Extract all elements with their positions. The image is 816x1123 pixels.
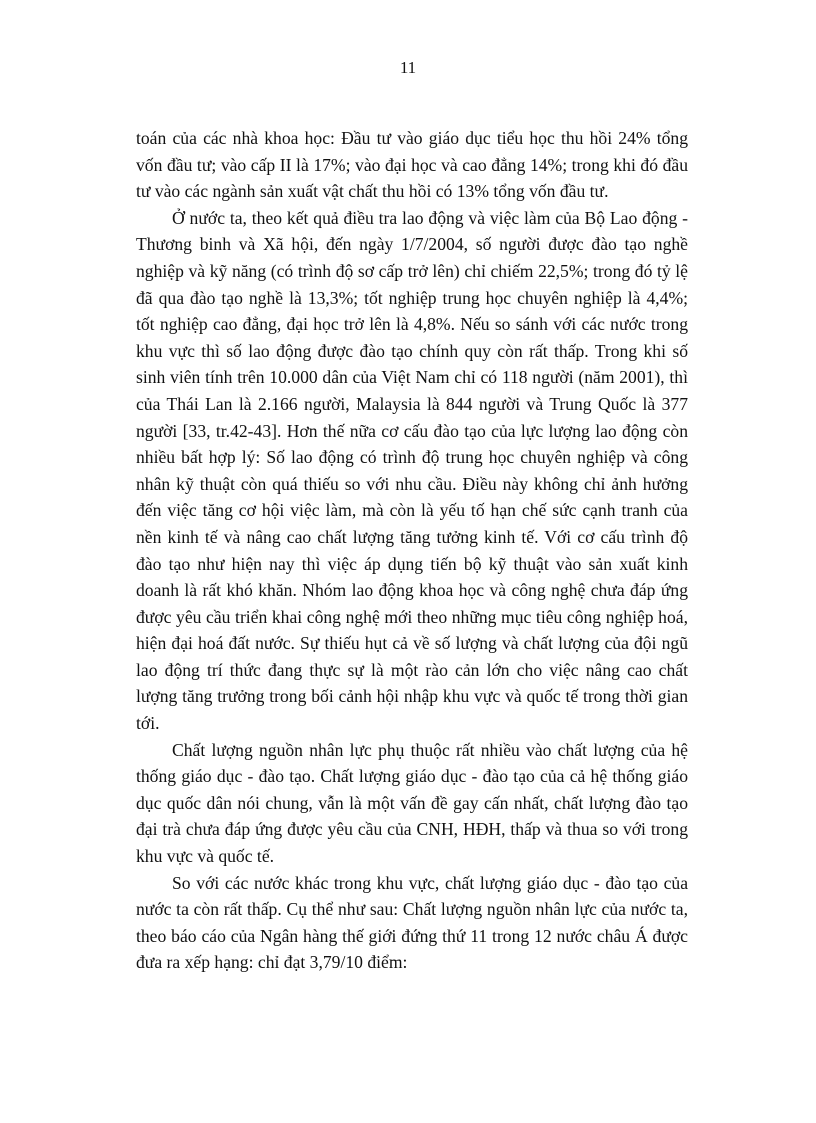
page-number: 11 (399, 58, 417, 77)
paragraph-labor-survey: Ở nước ta, theo kết quả điều tra lao động và việc làm của Bộ Lao động - Thương binh và Xã hội, đến ngày 1/7/2004, số người được đào tạo nghề nghiệp và kỹ năng (có trình độ sơ cấp trở lên) chỉ chiếm 22,5%; trong đó tỷ lệ đã qua đào tạo nghề là 13,3%; tốt nghiệp trung học chuyên nghiệp là 4,4%; tốt nghiệp cao đẳng, đại học trở lên là 4,8%. Nếu so sánh với các nước trong khu vực thì số lao động được đào tạo chính quy còn rất thấp. Trong khi số sinh viên tính trên 10.000 dân của Việt Nam chỉ có 118 người (năm 2001), thì của Thái Lan là 2.166 người, Malaysia là 844 người và Trung Quốc là 377 người [33, tr.42-43]. Hơn thế nữa cơ cấu đào tạo của lực lượng lao động còn nhiều bất hợp lý: Số lao động có trình độ trung học chuyên nghiệp và công nhân kỹ thuật còn quá thiếu so với nhu cầu. Điều này không chỉ ảnh hưởng đến việc tăng cơ hội việc làm, mà còn là yếu tố hạn chế sức cạnh tranh của nền kinh tế và nâng cao chất lượng tăng tưởng kinh tế. Với cơ cấu trình độ đào tạo như hiện nay thì việc áp dụng tiến bộ kỹ thuật vào sản xuất kinh doanh là rất khó khăn. Nhóm lao động khoa học và công nghệ chưa đáp ứng được yêu cầu triển khai công nghệ mới theo những mục tiêu công nghiệp hoá, hiện đại hoá đất nước. Sự thiếu hụt cả về số lượng và chất lượng của đội ngũ lao động trí thức đang thực sự là một rào cản lớn cho việc nâng cao chất lượng tăng trưởng trong bối cảnh hội nhập khu vực và quốc tế trong thời gian tới. (136, 207, 688, 734)
body-text (136, 125, 688, 976)
paragraph-regional-comparison: So với các nước khác trong khu vực, chất lượng giáo dục - đào tạo của nước ta còn rất thấp. Cụ thể như sau: Chất lượng nguồn nhân lực của nước ta, theo báo cáo của Ngân hàng thế giới đứng thứ 11 trong 12 nước châu Á được đưa ra xếp hạng: chỉ đạt 3,79/10 điểm: (136, 872, 688, 973)
paragraph-education-quality: Chất lượng nguồn nhân lực phụ thuộc rất nhiều vào chất lượng của hệ thống giáo dục - đào tạo. Chất lượng giáo dục - đào tạo của cả hệ thống giáo dục quốc dân nói chung, vẫn là một vấn đề gay cấn nhất, chất lượng đào tạo đại trà chưa đáp ứng được yêu cầu của CNH, HĐH, thấp và thua so với trong khu vực và quốc tế. (136, 739, 688, 867)
paragraph-continuation: toán của các nhà khoa học: Đầu tư vào giáo dục tiểu học thu hồi 24% tổng vốn đầu tư; vào cấp II là 17%; vào đại học và cao đẳng 14%; trong khi đó đầu tư vào các ngành sản xuất vật chất thu hồi có 13% tổng vốn đầu tư. (136, 128, 688, 202)
